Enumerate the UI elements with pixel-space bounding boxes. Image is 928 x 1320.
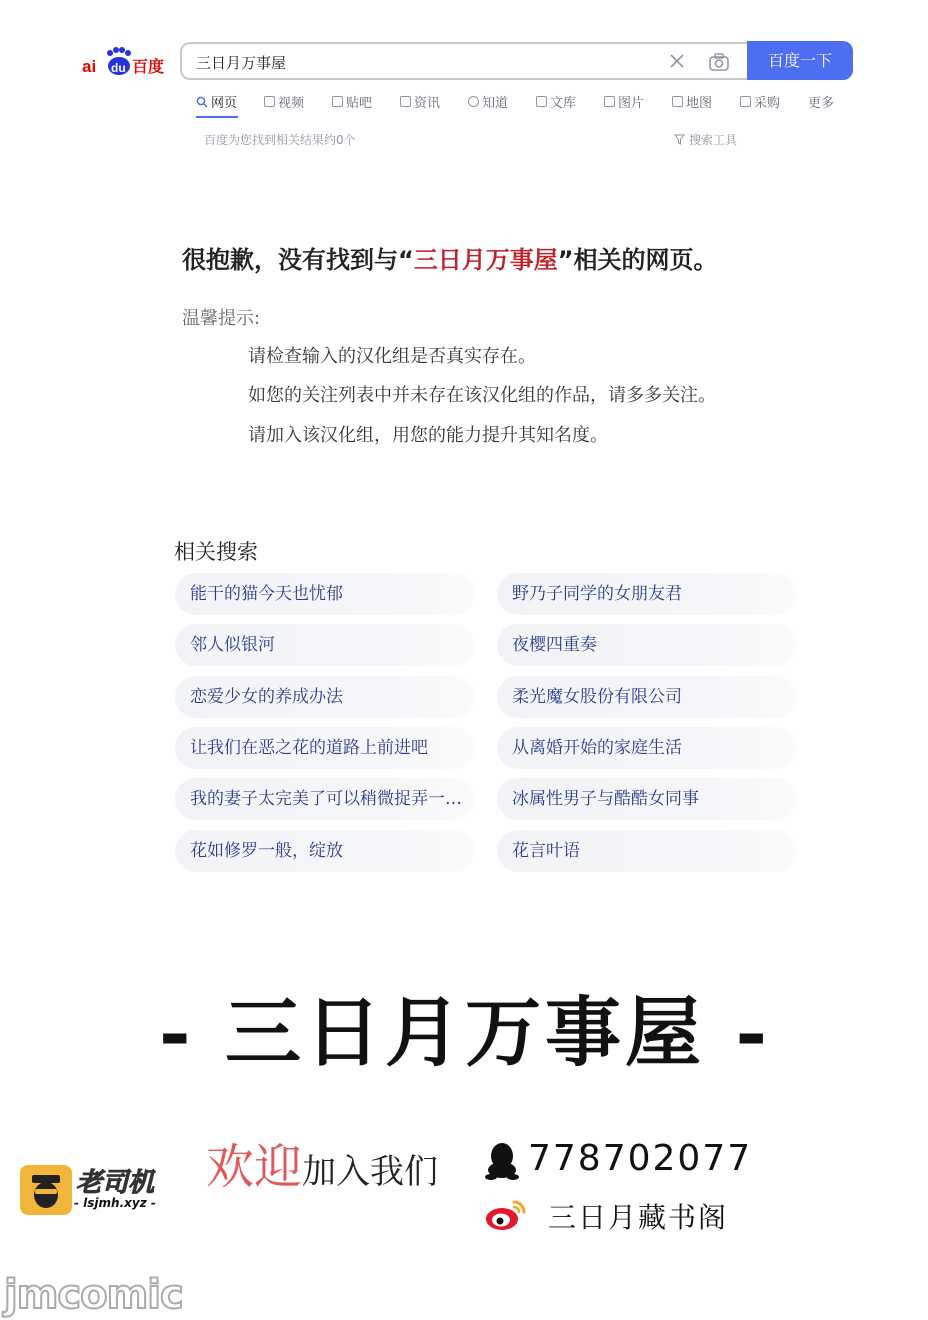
search-tabs	[196, 92, 846, 118]
baidu-logo[interactable]	[82, 44, 168, 80]
logo-ai-text: ai	[82, 57, 97, 76]
tab-label: 文库	[550, 96, 577, 111]
active-tab-underline	[196, 116, 238, 118]
related-search-item[interactable]: 夜樱四重奏	[497, 624, 797, 666]
lsj-watermark-url: - lsjmh.xyz -	[74, 1196, 156, 1210]
logo-baidu-text: 百度	[132, 57, 165, 76]
welcome-red-text: 欢迎	[206, 1139, 303, 1195]
jmcomic-watermark: jmcomic	[4, 1272, 183, 1318]
lsj-watermark-logo	[20, 1165, 72, 1215]
related-search-item[interactable]: 能干的猫今天也忧郁	[175, 573, 475, 615]
tab-zhidao[interactable]	[468, 92, 508, 111]
tab-more[interactable]	[808, 92, 834, 111]
tab-label: 网页	[211, 96, 238, 111]
shop-icon	[740, 96, 751, 107]
map-icon	[672, 96, 683, 107]
no-results-message	[182, 240, 718, 275]
tab-label: 视频	[278, 96, 305, 111]
question-icon	[468, 96, 479, 107]
weibo-icon	[484, 1196, 528, 1232]
tab-news[interactable]	[400, 92, 440, 111]
welcome-text	[206, 1128, 438, 1197]
no-results-keyword: 三日月万事屋	[413, 246, 558, 274]
search-icon	[196, 96, 208, 108]
tieba-icon	[332, 96, 343, 107]
qq-number: 778702077	[528, 1138, 753, 1179]
search-query-text[interactable]: 三日月万事屋	[196, 54, 287, 72]
tab-images[interactable]	[604, 92, 644, 111]
qq-penguin-icon	[484, 1140, 520, 1180]
related-search-item[interactable]: 恋爱少女的养成办法	[175, 676, 475, 718]
news-icon	[400, 96, 411, 107]
lsj-watermark-text: 老司机	[76, 1168, 155, 1198]
related-search-item[interactable]: 冰属性男子与酷酷女同事	[497, 778, 797, 820]
search-tools-label: 搜索工具	[689, 133, 738, 147]
image-icon	[604, 96, 615, 107]
driver-face-icon	[20, 1165, 72, 1215]
search-tools-button[interactable]	[674, 131, 737, 148]
search-input[interactable]	[180, 42, 750, 80]
group-banner-title: - 三日月万事屋 -	[158, 988, 771, 1077]
related-search-item[interactable]: 野乃子同学的女朋友君	[497, 573, 797, 615]
no-results-prefix: 很抱歉，没有找到与“	[182, 246, 414, 274]
tip-item: 请加入该汉化组，用您的能力提升其知名度。	[248, 425, 608, 446]
welcome-rest-text: 加入我们	[302, 1152, 439, 1192]
tab-label: 知道	[482, 96, 509, 111]
related-search-item[interactable]: 我的妻子太完美了可以稍微捉弄一…	[175, 778, 475, 820]
tip-item: 如您的关注列表中并未存在该汉化组的作品，请多多关注。	[248, 385, 716, 406]
no-results-suffix: ”相关的网页。	[557, 246, 718, 274]
filter-icon	[674, 134, 685, 145]
weibo-account-name: 三日月藏书阁	[548, 1201, 729, 1234]
related-search-item[interactable]: 花如修罗一般，绽放	[175, 830, 475, 872]
tip-item: 请检查输入的汉化组是否真实存在。	[248, 346, 536, 367]
related-searches-title: 相关搜索	[174, 540, 258, 564]
tab-label: 图片	[618, 96, 645, 111]
related-search-item[interactable]: 让我们在恶之花的道路上前进吧	[175, 727, 475, 769]
tab-video[interactable]	[264, 92, 304, 111]
camera-icon[interactable]	[708, 52, 730, 72]
tab-tieba[interactable]	[332, 92, 372, 111]
related-search-item[interactable]: 邻人似银河	[175, 624, 475, 666]
related-search-item[interactable]: 花言叶语	[497, 830, 797, 872]
tab-label: 资讯	[414, 96, 441, 111]
clear-icon[interactable]	[668, 52, 686, 70]
tab-label: 更多	[808, 96, 835, 111]
tab-wenku[interactable]	[536, 92, 576, 111]
tab-map[interactable]	[672, 92, 712, 111]
search-button[interactable]: 百度一下	[747, 41, 853, 80]
related-search-item[interactable]: 从离婚开始的家庭生活	[497, 727, 797, 769]
tab-web[interactable]	[196, 92, 237, 111]
tab-label: 贴吧	[346, 96, 373, 111]
tips-title: 温馨提示:	[182, 308, 261, 329]
tab-label: 地图	[686, 96, 713, 111]
doc-icon	[536, 96, 547, 107]
result-count: 百度为您找到相关结果约0个	[204, 133, 356, 147]
tab-label: 采购	[754, 96, 781, 111]
video-icon	[264, 96, 275, 107]
logo-du-text: du	[111, 61, 126, 75]
tab-shop[interactable]	[740, 92, 780, 111]
related-search-item[interactable]: 柔光魔女股份有限公司	[497, 676, 797, 718]
